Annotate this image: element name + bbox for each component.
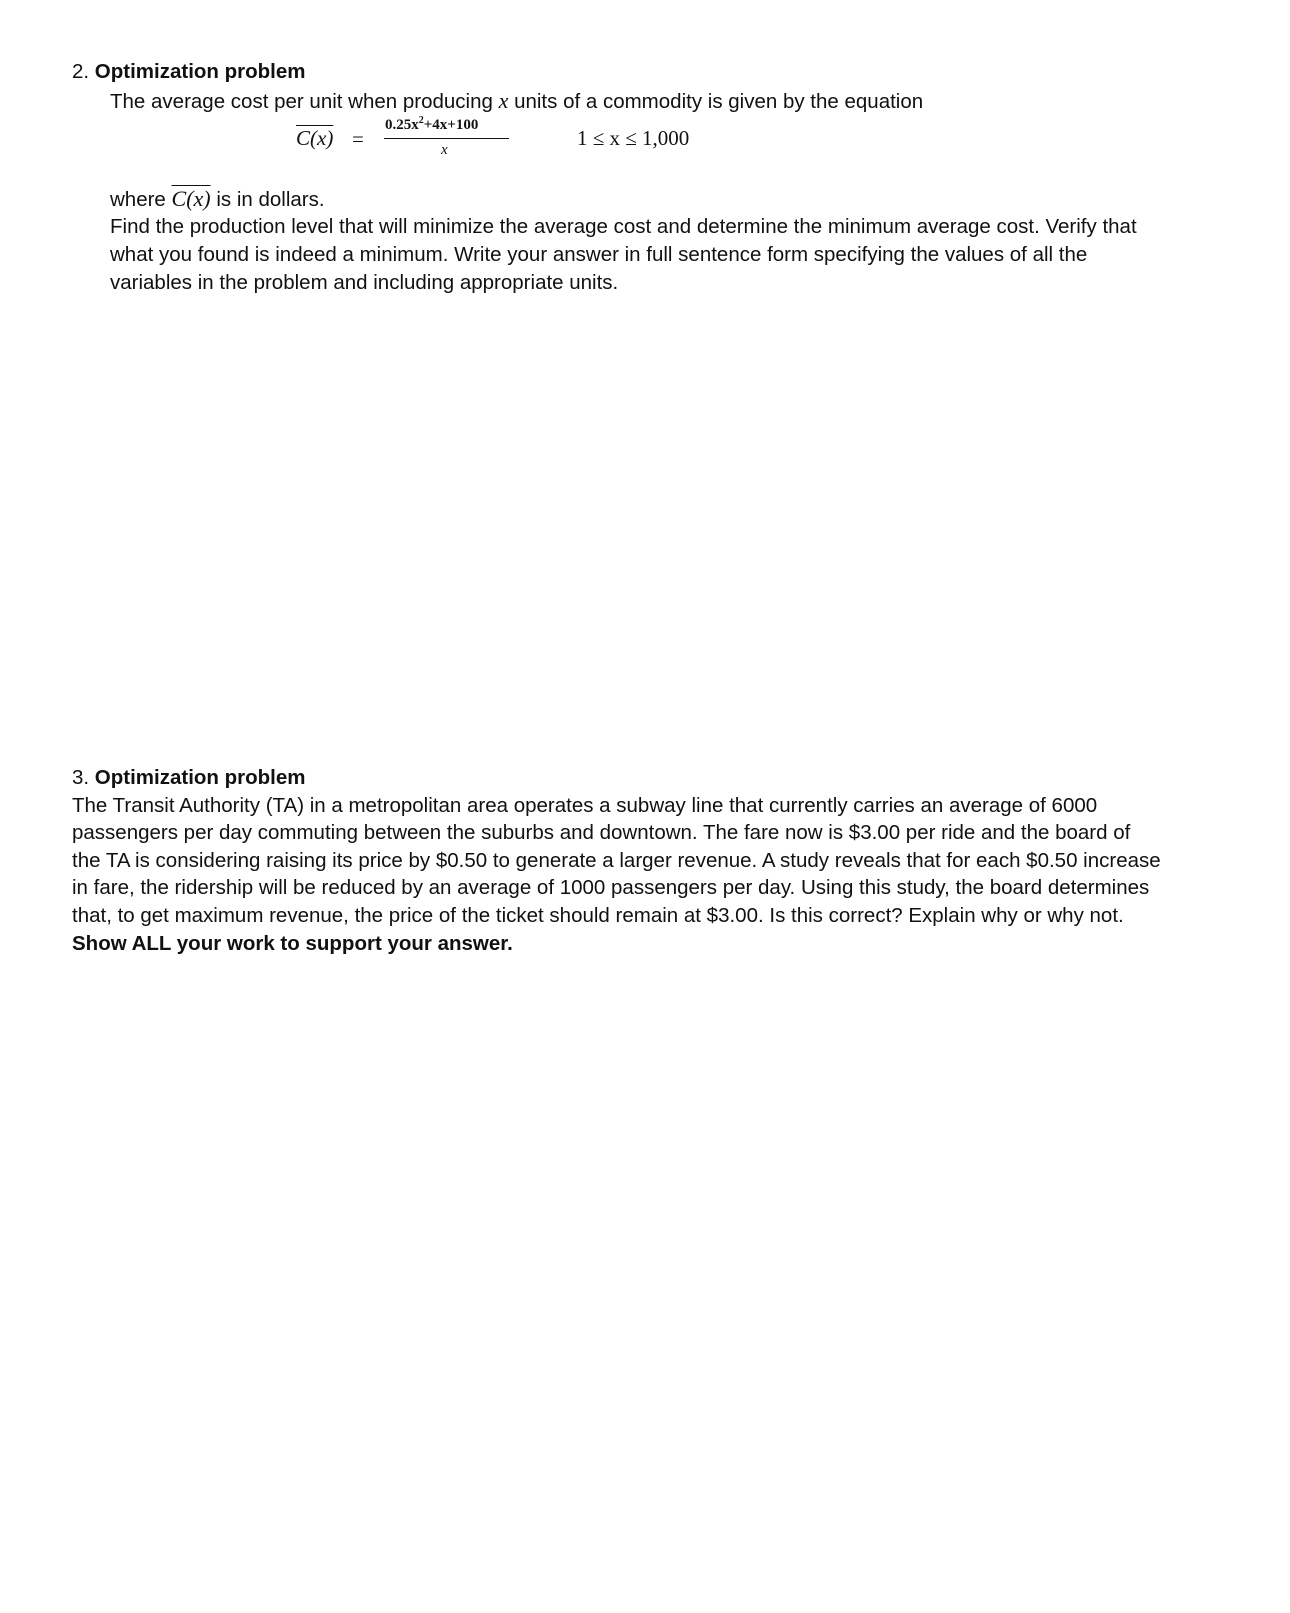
intro-variable: x <box>498 88 509 113</box>
problem3-body-line-5: that, to get maximum revenue, the price of the ticket should remain at $3.00. Is this correct? Explain why or why not. <box>72 904 1124 927</box>
equation-lhs: C(x) <box>296 126 334 150</box>
problem3-body-line-4: in fare, the ridership will be reduced by an average of 1000 passengers per day. Using this study, the board determines <box>72 876 1150 899</box>
problem3-title: Optimization problem <box>94 766 306 789</box>
problem2-heading <box>72 62 306 83</box>
problem2-body-line-3: variables in the problem and including appropriate units. <box>110 271 619 294</box>
problem3-closing: Show ALL your work to support your answer. <box>72 932 513 955</box>
problem3-body-line-2: passengers per day commuting between the suburbs and downtown. The fare now is $3.00 per ride and the board of <box>72 821 1131 844</box>
problem3-number: 3. <box>72 766 95 789</box>
problem2-number: 2. <box>72 60 95 83</box>
equation-fraction-bar <box>384 138 509 139</box>
problem2-body-line-2: what you found is indeed a minimum. Write your answer in full sentence form specifying the values of all the <box>110 243 1088 266</box>
problem2-where: where C(x) is in dollars. <box>110 186 325 211</box>
problem2-intro: The average cost per unit when producing x units of a commodity is given by the equation <box>110 88 924 113</box>
problem3-body-line-3: the TA is considering raising its price by $0.50 to generate a larger revenue. A study reveals that for each $0.50 increase <box>72 849 1161 872</box>
where-variable: C(x) <box>171 186 211 211</box>
equation-denominator: x <box>441 142 448 158</box>
problem2-title: Optimization problem <box>94 60 306 83</box>
equation-domain: 1 ≤ x ≤ 1,000 <box>577 126 690 150</box>
equation-numerator: $0.25x^2+4x+100$ <box>385 115 479 133</box>
equation-equals: = <box>352 127 364 151</box>
problem3-body-line-1: The Transit Authority (TA) in a metropolitan area operates a subway line that currently carries an average of 6000 <box>72 794 1098 817</box>
problem3-heading <box>72 768 306 789</box>
problem2-body-line-1: Find the production level that will minimize the average cost and determine the minimum average cost. Verify that <box>110 215 1137 238</box>
